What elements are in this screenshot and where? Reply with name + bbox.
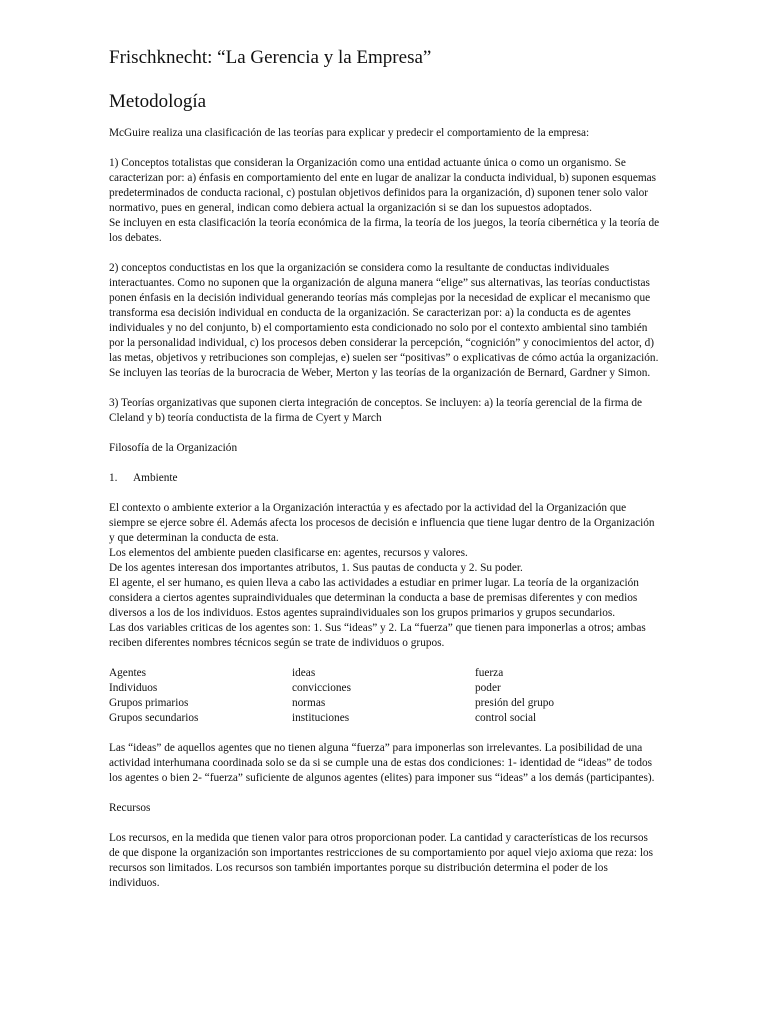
point-2-paragraph: 2) conceptos conductistas en los que la organización se considera como la resultante de conductas individuales interactuantes. Como no suponen que la organización de alguna manera “elige” sus alternativas, las teorías conductistas ponen énfasis en la decisión individual generando teorías más complejas por la necesidad de explicar el mecanismo que transforma esa decisión individual en conducta de la organización. Se caracterizan por: a) la conducta es de agentes individuales y no del conjunto, b) el comportamiento esta condicionado no solo por el contexto ambiental sino también por la personalidad individual, c) los procesos deben considerar la percepción, “cognición” y conocimientos del actor, d) las metas, objetivos y retribuciones son complejas, e) suelen ser “positivas” o explicativas de cómo actúa la organización. Se incluyen las teorías de la burocracia de Weber, Merton y las teorías de la organización de Bernard, Gardner y Simon.	[109, 262, 659, 379]
table-cell: Grupos secundarios	[109, 712, 199, 724]
table-cell: presión del grupo	[475, 697, 555, 709]
table-cell: Individuos	[109, 682, 158, 694]
table-cell: Grupos primarios	[109, 697, 189, 709]
table-row	[109, 696, 661, 711]
document-title: Frischknecht: “La Gerencia y la Empresa”	[109, 47, 432, 68]
document-page	[109, 46, 661, 906]
ambiente-line-4: El agente, el ser humano, es quien lleva a cabo las actividades a estudiar en primer lugar. La teoría de la organización considera a ciertos agentes supraindividuales que determinan la conducta a base de premisas diferentes y con medios diversos a los de los individuos. Estos agentes supraindividuales son los grupos primarios y grupos secundarios.	[109, 577, 639, 619]
agents-table-header: fuerza	[475, 667, 504, 679]
point-1-block	[109, 156, 661, 246]
recursos-heading: Recursos	[109, 802, 151, 814]
ambiente-line-1: El contexto o ambiente exterior a la Organización interactúa y es afectado por la actividad del la Organización que siempre se ejerce sobre él. Además afecta los procesos de decisión e influencia que tiene lugar dentro de la Organización y que determinan la conducta de esta.	[109, 502, 655, 544]
ambiente-block	[109, 501, 661, 651]
table-cell: poder	[475, 682, 501, 694]
ambiente-line-5: Las dos variables criticas de los agentes son: 1. Sus “ideas” y 2. La “fuerza” que tienen para imponerlas a otros; ambas reciben diferentes nombres técnicos según se trate de individuos o grupos.	[109, 622, 646, 649]
point-3-paragraph: 3) Teorías organizativas que suponen cierta integración de conceptos. Se incluyen: a) la teoría gerencial de la firma de Cleland y b) teoría conductista de la firma de Cyert y March	[109, 397, 642, 424]
table-cell: control social	[475, 712, 537, 724]
ambiente-heading	[109, 471, 661, 486]
table-cell: instituciones	[292, 712, 350, 724]
table-cell: convicciones	[292, 682, 351, 694]
ambiente-number: 1.	[109, 472, 118, 484]
table-row	[109, 711, 661, 726]
table-row	[109, 681, 661, 696]
ambiente-line-3: De los agentes interesan dos importantes atributos, 1. Sus pautas de conducta y 2. Su poder.	[109, 562, 523, 574]
ambiente-line-2: Los elementos del ambiente pueden clasificarse en: agentes, recursos y valores.	[109, 547, 468, 559]
agents-table-header: Agentes	[109, 667, 147, 679]
point-1-text-2: Se incluyen en esta clasificación la teoría económica de la firma, la teoría de los juegos, la teoría cibernética y la teoría de los debates.	[109, 217, 660, 244]
recursos-paragraph: Los recursos, en la medida que tienen valor para otros proporcionan poder. La cantidad y características de los recursos de que dispone la organización son importantes restricciones de su comportamiento por aquel viejo axioma que reza: los recursos son limitados. Los recursos son también importantes porque su distribución determina el poder de los individuos.	[109, 832, 654, 889]
section-heading-metodologia: Metodología	[109, 91, 207, 112]
point-1-text: 1) Conceptos totalistas que consideran la Organización como una entidad actuante única o como un organismo. Se caracterizan por: a) énfasis en comportamiento del ente en lugar de analizar la conducta individual, b) suponen esquemas predeterminados de conducta racional, c) postulan objetivos definidos para la organización, d) suponen tener solo valor normativo, pues en general, indican como debiera actual la organización si se dan los supuestos adoptados.	[109, 157, 657, 214]
intro-paragraph: McGuire realiza una clasificación de las teorías para explicar y predecir el comportamiento de la empresa:	[109, 127, 590, 139]
agents-table	[109, 666, 661, 726]
agents-table-header-row	[109, 666, 661, 681]
table-cell: normas	[292, 697, 326, 709]
agents-table-header: ideas	[292, 667, 316, 679]
filosofia-heading: Filosofía de la Organización	[109, 442, 238, 454]
ambiente-label: Ambiente	[133, 472, 178, 484]
ideas-paragraph: Las “ideas” de aquellos agentes que no tienen alguna “fuerza” para imponerlas son irrelevantes. La posibilidad de una actividad interhumana coordinada solo se da si se cumple una de estas dos condiciones: 1- identidad de “ideas” de todos los agentes o bien 2- “fuerza” suficiente de algunos agentes (elites) para imponer sus “ideas” a los demás (participantes).	[109, 742, 655, 784]
